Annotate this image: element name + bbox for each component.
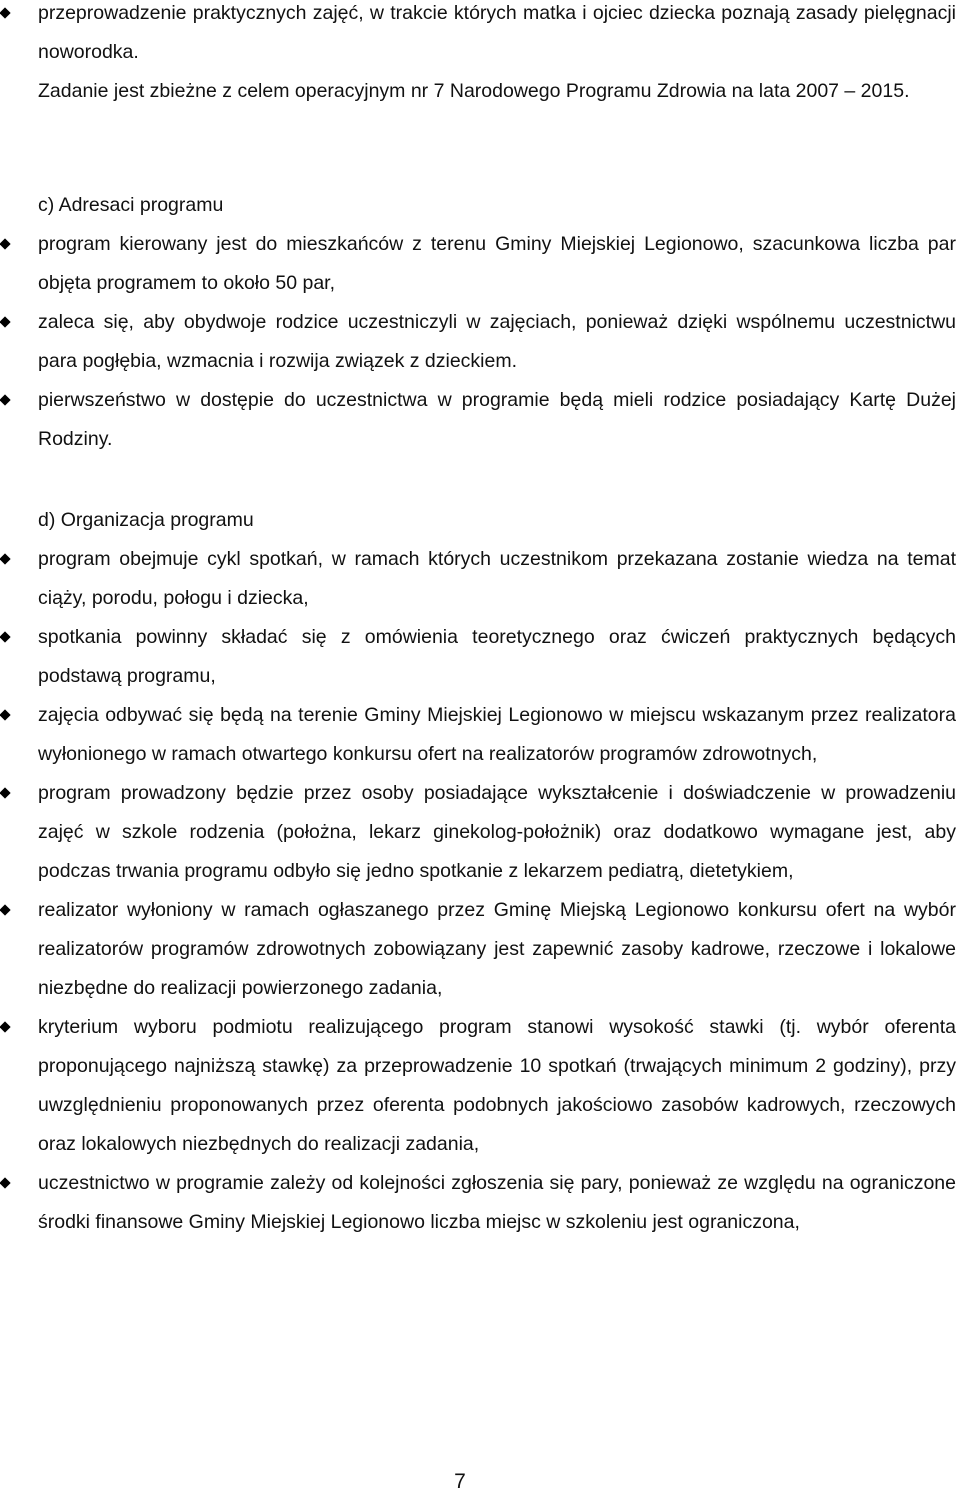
section-continuation (0, 0, 960, 111)
diamond-bullet-icon (0, 787, 11, 798)
list-item-text: program kierowany jest do mieszkańców z terenu Gminy Miejskiej Legionowo, szacunkowa liczba par objęta programem to około 50 par, (38, 233, 956, 294)
list-item-text: spotkania powinny składać się z omówienia teoretycznego oraz ćwiczeń praktycznych będących podstawą programu, (38, 626, 956, 687)
diamond-bullet-icon (0, 553, 11, 564)
diamond-bullet-icon (0, 7, 11, 18)
bullet-list (0, 540, 960, 1242)
program-note: Zadanie jest zbieżne z celem operacyjnym nr 7 Narodowego Programu Zdrowia na lata 2007 – 2015. (38, 80, 910, 102)
list-item (0, 540, 960, 618)
list-item (0, 774, 960, 891)
section-organization (0, 501, 960, 1242)
diamond-bullet-icon (0, 631, 11, 642)
list-item-text: uczestnictwo w programie zależy od kolejności zgłoszenia się pary, ponieważ ze względu na ograniczone środki finansowe Gminy Miejskiej Legionowo liczba miejsc w szkoleniu jest ograniczona, (38, 1172, 956, 1233)
list-item (0, 891, 960, 1008)
list-item (0, 0, 960, 72)
bullet-list (0, 0, 960, 72)
list-item-text: program prowadzony będzie przez osoby posiadające wykształcenie i doświadczenie w prowadzeniu zajęć w szkole rodzenia (położna, lekarz ginekolog-położnik) oraz dodatkowo wymagane jest, aby podczas trwania programu odbyło się jedno spotkanie z lekarzem pediatrą, dietetykiem, (38, 782, 956, 882)
section-recipients (0, 186, 960, 459)
list-item (0, 1008, 960, 1164)
list-item-text: zajęcia odbywać się będą na terenie Gminy Miejskiej Legionowo w miejscu wskazanym przez realizatora wyłonionego w ramach otwartego konkursu ofert na realizatorów programów zdrowotnych, (38, 704, 956, 765)
diamond-bullet-icon (0, 1177, 11, 1188)
diamond-bullet-icon (0, 709, 11, 720)
list-item-text: przeprowadzenie praktycznych zajęć, w trakcie których matka i ojciec dziecka poznają zasady pielęgnacji noworodka. (38, 2, 956, 63)
list-item-text: zaleca się, aby obydwoje rodzice uczestniczyli w zajęciach, ponieważ dzięki wspólnemu uczestnictwu para pogłębia, wzmacnia i rozwija związek z dzieckiem. (38, 311, 956, 372)
section-heading: d) Organizacja programu (38, 509, 254, 531)
diamond-bullet-icon (0, 904, 11, 915)
page-number: 7 (454, 1470, 466, 1493)
diamond-bullet-icon (0, 238, 11, 249)
diamond-bullet-icon (0, 394, 11, 405)
section-heading: c) Adresaci programu (38, 194, 224, 216)
list-item-text: program obejmuje cykl spotkań, w ramach których uczestnikom przekazana zostanie wiedza na temat ciąży, porodu, połogu i dziecka, (38, 548, 956, 609)
list-item (0, 696, 960, 774)
list-item (0, 303, 960, 381)
bullet-list (0, 225, 960, 459)
diamond-bullet-icon (0, 316, 11, 327)
list-item-text: realizator wyłoniony w ramach ogłaszanego przez Gminę Miejską Legionowo konkursu ofert na wybór realizatorów programów zdrowotnych zobowiązany jest zapewnić zasoby kadrowe, rzeczowe i lokalowe niezbędne do realizacji powierzonego zadania, (38, 899, 956, 999)
diamond-bullet-icon (0, 1021, 11, 1032)
list-item-text: kryterium wyboru podmiotu realizującego program stanowi wysokość stawki (tj. wybór oferenta proponującego najniższą stawkę) za przeprowadzenie 10 spotkań (trwających minimum 2 godziny), przy uwzględnieniu proponowanych przez oferenta podobnych jakościowo zasobów kadrowych, rzeczowych oraz lokalowych niezbędnych do realizacji zadania, (38, 1016, 956, 1155)
list-item (0, 618, 960, 696)
list-item (0, 225, 960, 303)
list-item-text: pierwszeństwo w dostępie do uczestnictwa w programie będą mieli rodzice posiadający Kartę Dużej Rodziny. (38, 389, 956, 450)
list-item (0, 381, 960, 459)
list-item (0, 1164, 960, 1242)
